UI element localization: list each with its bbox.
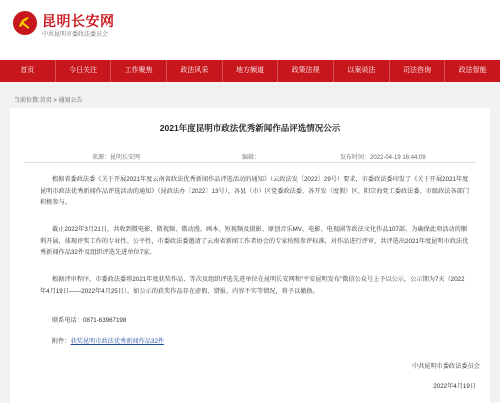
site-header — [0, 0, 500, 60]
nav-home[interactable]: 首页 — [0, 60, 56, 82]
article-paragraph: 根据评审程序，市委政法委将2021年度获奖作品、等次及组织评选先进单位在昆明长安网和“平安昆明发布”微信公众号上予以公示，公示期为7天（2022年4月19日——2022年4月25日）。如公示的获奖作品存在虚假、错报、内容不实等情况，将予以撤换。 — [40, 276, 465, 295]
site-subtitle: 中共昆明市委政法委员会 — [42, 32, 109, 38]
nav-today-focus[interactable]: 今日关注 — [56, 60, 112, 82]
nav-political-style[interactable]: 政法风采 — [167, 60, 223, 82]
signature-date: 2022年4月19日 — [433, 383, 476, 390]
contact-phone: 联系电话：0871-63967198 — [52, 317, 127, 324]
nav-smart-politics[interactable]: 政法智能 — [458, 67, 487, 74]
article-panel — [10, 108, 490, 403]
article-publish-time: 发布时间：2022-04-19 16:44:09 — [340, 155, 426, 161]
article-paragraph: 根据省委政法委《关于开展2021年度云南省政法优秀新闻作品评选活动的通知》（云政法发〔2022〕29号）要求，市委政法委印发了《关于开展2021年度昆明市政法优秀新闻作品评选活动的通知》（昆政法办〔2022〕13号），各县（市）区党委政法委、各开发（度假）区、阳宗海党工委政法委、市级政法各部门积极参与。 — [40, 176, 470, 206]
article-editor: 编辑： — [242, 155, 261, 161]
nav-case-law[interactable]: 以案说法 — [334, 60, 390, 82]
article-title: 2021年度昆明市政法优秀新闻作品评选情况公示 — [159, 123, 341, 133]
nav-work-focus[interactable]: 工作聚焦 — [111, 60, 167, 82]
party-emblem-icon — [12, 10, 38, 36]
attachment-link[interactable]: 获奖昆明市政法优秀新闻作品32件 — [70, 338, 165, 345]
breadcrumb[interactable]: 当前位置:首页 > 通知公告 — [14, 98, 83, 104]
nav-local-channel[interactable]: 地方频道 — [223, 60, 279, 82]
article-paragraph: 截止2022年3月21日，共收到微电影、微视频、微动漫、画本、短视频及摄影、原创音乐MV、电影、电视剧等政法文化作品107部。为确保此项活动的顺利开展，体现评奖工作的专业性、公平性，市委政法委邀请了云南省新闻工作者协会的专家按照参评标准，对作品进行评审，共评选出2021年度昆明市政法优秀新闻作品32件及组织评选先进单位7家。 — [40, 226, 469, 256]
site-title[interactable]: 昆明长安网 — [42, 13, 115, 29]
signature-org: 中共昆明市委政法委员会 — [411, 363, 480, 370]
attachment-row — [52, 336, 164, 345]
meta-divider — [24, 162, 476, 163]
nav-policy-law[interactable]: 政策法规 — [278, 60, 334, 82]
nav-judicial-consult[interactable]: 司法咨询 — [390, 60, 446, 82]
main-nav — [0, 60, 500, 82]
article-source: 来源：昆明长安网 — [92, 155, 141, 161]
attachment-label: 附件： — [52, 338, 71, 345]
